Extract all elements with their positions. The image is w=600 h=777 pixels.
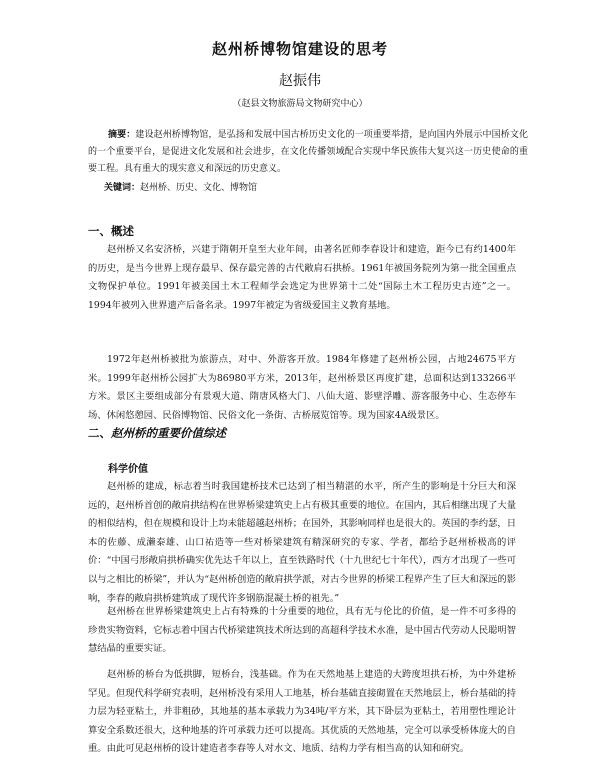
abstract: [88, 127, 528, 178]
keywords-label: 关键词：: [104, 183, 141, 193]
body-paragraph: 赵州桥的建成，标志着当时我国建桥技术已达到了相当精湛的水平，所产生的影响是十分巨大和深远的，赵州桥首创的敞肩拱结构在世界桥梁建筑史上占有极其重要的地位。在国内，其后相继出现了大量的相似结构，但在规模和设计上均未能超越赵州桥；在国外，其影响同样也是很大的。英国的李约瑟，日本的佐藤、成濑泰雄、山口祐造等一些对桥梁建筑有精深研究的专家、学者，都给予赵州桥极高的评价：“中国弓形敞肩拱桥确实优先达千年以上，直至铁路时代（十九世纪七十年代），西方才出现了一些可以与之相比的桥梁”，并认为“赵州桥创造的敞肩拱学派，对古今世界的桥梁工程界产生了巨大和深远的影响，李春的敞肩拱桥建筑成了现代许多钢筋混凝土桥的祖先。”: [88, 481, 516, 604]
abstract-text: 建设赵州桥博物馆，是弘扬和发展中国古桥历史文化的一项重要举措，是向国内外展示中国桥文化的一个重要平台，是促进文化发展和社会进步，在文化传播领域配合实现中华民族伟大复兴这一历史使命的重要工程。具有重大的现实意义和深远的历史意义。: [88, 130, 528, 174]
body-paragraph: 1972年赵州桥被批为旅游点，对中、外游客开放。1984年修建了赵州桥公园，占地24675平方米。1999年赵州桥公园扩大为86980平方米，2013年，赵州桥景区再度扩建，总面积达到133266平方米。景区主要组成部分有景观大道、隋唐风格大门、八仙大道、影壁浮雕、游客服务中心、生态停车场、休闲悠憩园、民俗博物馆、民俗文化一条街、古桥展览馆等。现为国家4A级景区。: [88, 354, 516, 421]
author-name: 赵振伟: [279, 73, 321, 89]
keywords-text: 赵州桥、历史、文化、博物馆: [140, 183, 258, 193]
section-number: 二、: [88, 426, 111, 440]
keywords: [104, 180, 534, 193]
body-paragraph: 赵州桥又名安济桥，兴建于隋朝开皇至大业年间，由著名匠师李春设计和建造，距今已有约1400年的历史，是当今世界上现存最早、保存最完善的古代敞肩石拱桥。1961年被国务院列为第一批全国重点文物保护单位。1991年被美国土木工程师学会选定为世界第十二处“国际土木工程历史古迹”之一。1994年被列入世界遗产后备名录。1997年被定为省级爱国主义教育基地。: [88, 244, 516, 311]
author-affiliation: （赵县文物旅游局文物研究中心）: [232, 99, 368, 109]
section-heading-overview: 一、概述: [88, 224, 134, 238]
section-title: 赵州桥的重要价值综述: [111, 426, 226, 440]
paper-title: 赵州桥博物馆建设的思考: [211, 40, 388, 58]
body-paragraph: 赵州桥的桥台为低拱脚，短桥台，浅基础。作为在天然地基上建造的大跨度坦拱石桥，为中外建桥罕见。但现代科学研究表明，赵州桥没有采用人工地基，桥台基础直接砌置在天然地层上，桥台基础的持力层为轻亚粘土，并非粗砂，其地基的基本承载力为34吨/平方米，其下卧层为亚粘土，若用塑性理论计算安全系数还很大，这种地基的许可承载力还可以提高。其优质的天然地基，完全可以承受桥体庞大的自重。由此可见赵州桥的设计建造者李春等人对水文、地质、结构力学有相当高的认知和研究。: [88, 669, 516, 755]
body-paragraph: 赵州桥在世界桥梁建筑史上占有特殊的十分重要的地位，具有无与伦比的价值，是一件不可多得的珍贵实物资料，它标志着中国古代桥梁建筑技术所达到的高超科学技术水准，是中国古代劳动人民聪明智慧结晶的重要实证。: [88, 606, 516, 655]
subsection-heading: 科学价值: [108, 464, 148, 475]
abstract-label: 摘要：: [108, 130, 136, 140]
section-heading-value: [88, 425, 226, 441]
